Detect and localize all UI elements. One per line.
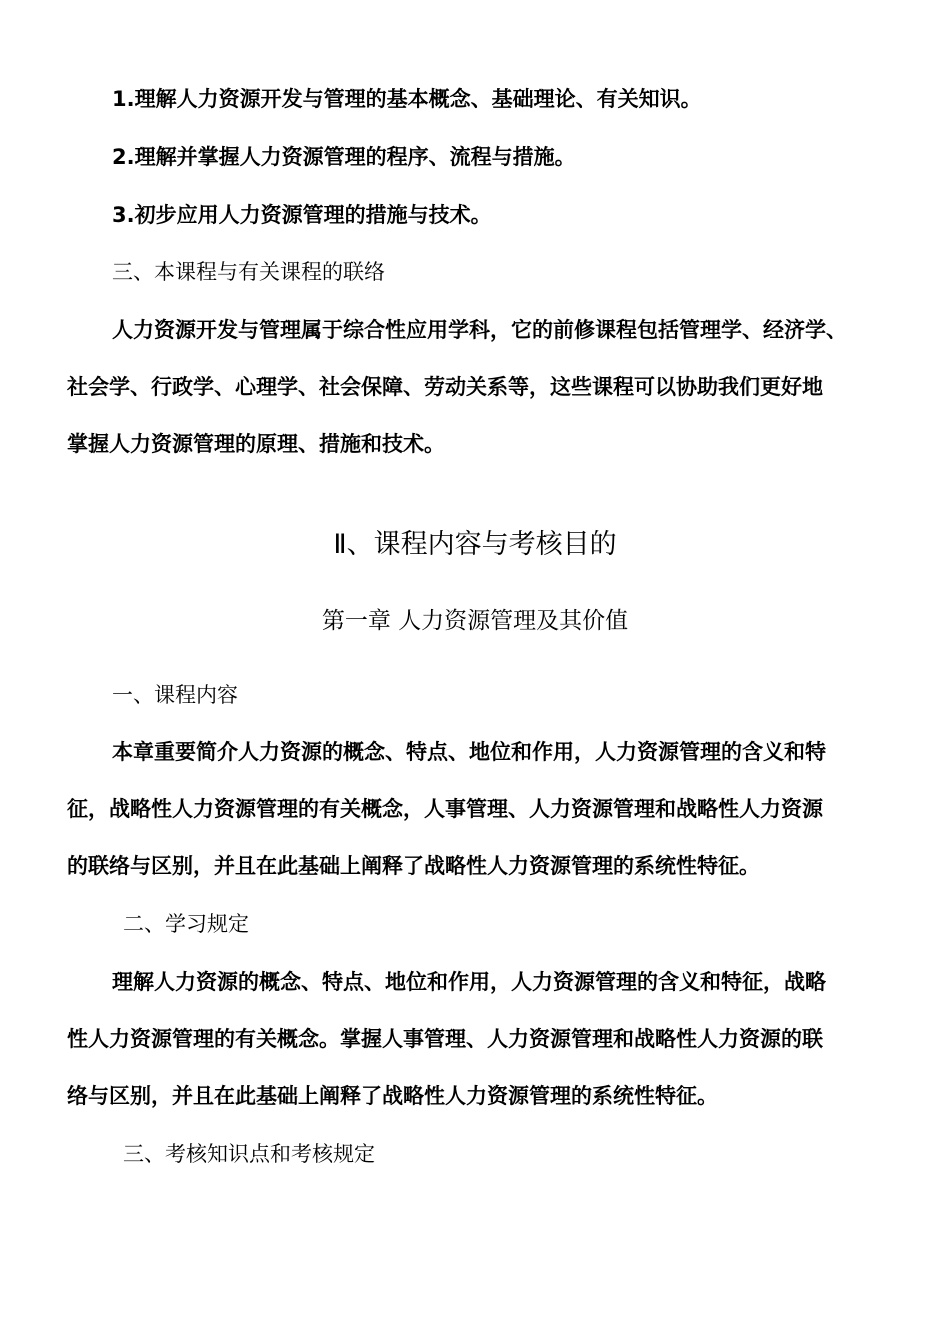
related-courses-line-3: 掌握人力资源管理的原理、措施和技术。: [67, 432, 445, 456]
objective-item-2: 2.理解并掌握人力资源管理的程序、流程与措施。: [112, 145, 576, 169]
course-content-line-3: 的联络与区别，并且在此基础上阐释了战略性人力资源管理的系统性特征。: [67, 854, 760, 878]
course-content-line-1: 本章重要简介人力资源的概念、特点、地位和作用，人力资源管理的含义和特: [112, 740, 826, 764]
chapter-title: 第一章 人力资源管理及其价值: [321, 608, 629, 634]
course-content-line-2: 征，战略性人力资源管理的有关概念，人事管理、人力资源管理和战略性人力资源: [67, 797, 823, 821]
related-courses-heading: 三、本课程与有关课程的联络: [112, 260, 385, 284]
related-courses-line-1: 人力资源开发与管理属于综合性应用学科，它的前修课程包括管理学、经济学、: [112, 318, 847, 342]
study-requirements-line-1: 理解人力资源的概念、特点、地位和作用，人力资源管理的含义和特征，战略: [112, 970, 826, 994]
course-content-heading: 一、课程内容: [112, 683, 238, 707]
study-requirements-line-3: 络与区别，并且在此基础上阐释了战略性人力资源管理的系统性特征。: [67, 1084, 718, 1108]
study-requirements-heading: 二、学习规定: [123, 912, 249, 936]
related-courses-line-2: 社会学、行政学、心理学、社会保障、劳动关系等，这些课程可以协助我们更好地: [67, 375, 823, 399]
objective-item-1: 1.理解人力资源开发与管理的基本概念、基础理论、有关知识。: [112, 87, 702, 111]
objective-item-3: 3.初步应用人力资源管理的措施与技术。: [112, 203, 492, 227]
study-requirements-line-2: 性人力资源管理的有关概念。掌握人事管理、人力资源管理和战略性人力资源的联: [67, 1027, 823, 1051]
part-title: Ⅱ、课程内容与考核目的: [333, 529, 617, 560]
exam-points-heading: 三、考核知识点和考核规定: [123, 1142, 375, 1166]
